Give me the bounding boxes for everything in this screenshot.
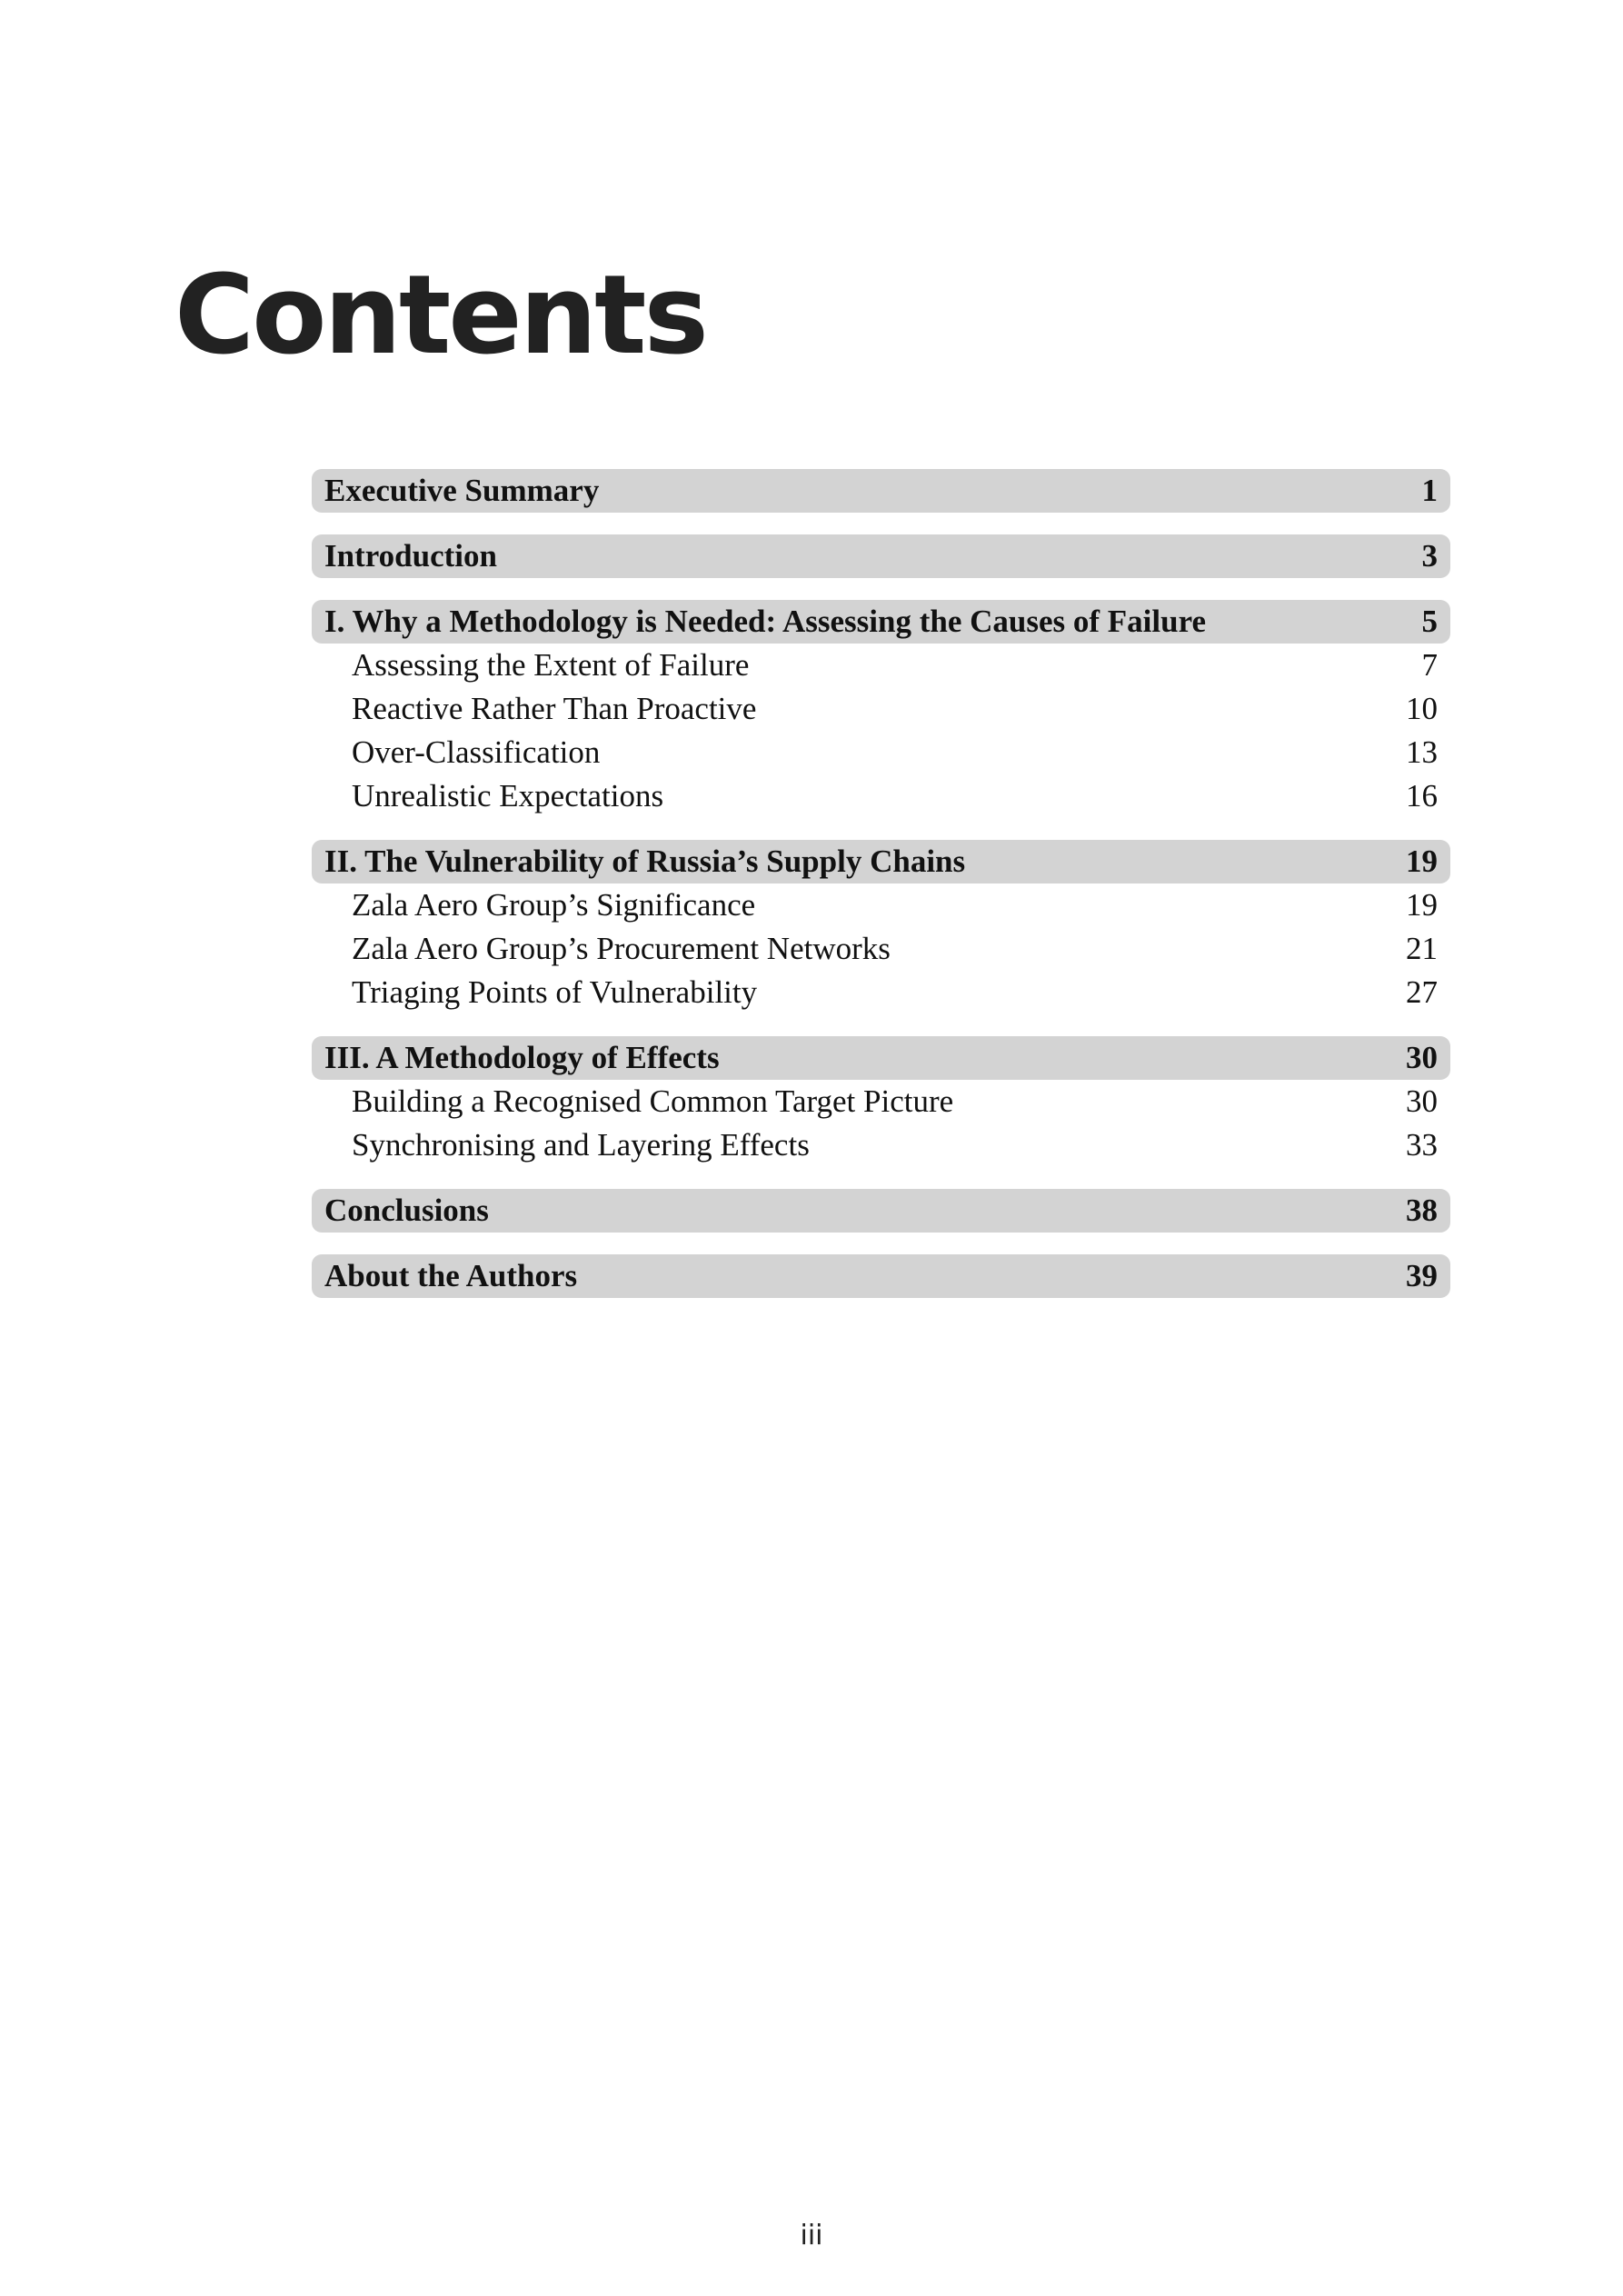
toc-subentry[interactable]	[312, 1080, 1450, 1123]
toc-subentry[interactable]	[312, 774, 1450, 818]
toc-section-executive-summary	[312, 469, 1450, 513]
toc-section-chapter-1	[312, 600, 1450, 818]
toc-entry-page: 3	[1421, 538, 1438, 574]
toc-subentry-title: Triaging Points of Vulnerability	[352, 974, 758, 1010]
toc-entry-page: 19	[1406, 844, 1438, 879]
table-of-contents	[312, 469, 1450, 1320]
toc-entry-chapter-1[interactable]	[312, 600, 1450, 644]
toc-entry-title: III. A Methodology of Effects	[324, 1040, 720, 1075]
toc-section-introduction	[312, 534, 1450, 578]
toc-section-chapter-3	[312, 1036, 1450, 1167]
toc-subentry-page: 7	[1421, 647, 1438, 683]
toc-subentry-title: Assessing the Extent of Failure	[352, 647, 750, 683]
toc-subentry[interactable]	[312, 1123, 1450, 1167]
toc-subentry-page: 21	[1406, 931, 1438, 966]
toc-subentry[interactable]	[312, 687, 1450, 731]
toc-entry-title: I. Why a Methodology is Needed: Assessing the Causes of Failure	[324, 604, 1207, 639]
toc-subentry-page: 27	[1406, 974, 1438, 1010]
toc-subentry-page: 10	[1406, 691, 1438, 726]
toc-entry-executive-summary[interactable]	[312, 469, 1450, 513]
toc-entry-page: 5	[1421, 604, 1438, 639]
toc-entry-title: II. The Vulnerability of Russia’s Supply Chains	[324, 844, 966, 879]
toc-section-chapter-2	[312, 840, 1450, 1014]
toc-subentry-page: 33	[1406, 1127, 1438, 1163]
toc-entry-page: 1	[1421, 473, 1438, 508]
toc-entry-title: Executive Summary	[324, 473, 600, 508]
toc-entry-page: 30	[1406, 1040, 1438, 1075]
toc-entry-title: Conclusions	[324, 1193, 489, 1228]
toc-subentry-page: 13	[1406, 734, 1438, 770]
toc-subentry-page: 16	[1406, 778, 1438, 814]
toc-subentry[interactable]	[312, 927, 1450, 971]
toc-subentry-title: Over-Classification	[352, 734, 601, 770]
toc-subentry[interactable]	[312, 644, 1450, 687]
toc-entry-chapter-3[interactable]	[312, 1036, 1450, 1080]
toc-entry-title: About the Authors	[324, 1258, 578, 1293]
page-number: iii	[800, 2220, 823, 2251]
toc-subentry-title: Building a Recognised Common Target Picture	[352, 1083, 954, 1119]
toc-entry-chapter-2[interactable]	[312, 840, 1450, 883]
toc-section-about-the-authors	[312, 1254, 1450, 1298]
toc-section-conclusions	[312, 1189, 1450, 1233]
toc-entry-page: 38	[1406, 1193, 1438, 1228]
page-title: Contents	[174, 253, 706, 379]
toc-subentry-title: Reactive Rather Than Proactive	[352, 691, 757, 726]
toc-entry-title: Introduction	[324, 538, 497, 574]
toc-entry-introduction[interactable]	[312, 534, 1450, 578]
toc-subentry-title: Unrealistic Expectations	[352, 778, 664, 814]
toc-subentry-title: Zala Aero Group’s Procurement Networks	[352, 931, 891, 966]
toc-subentry[interactable]	[312, 883, 1450, 927]
toc-entry-page: 39	[1406, 1258, 1438, 1293]
toc-subentry[interactable]	[312, 731, 1450, 774]
toc-entry-about-the-authors[interactable]	[312, 1254, 1450, 1298]
toc-subentry-title: Synchronising and Layering Effects	[352, 1127, 810, 1163]
toc-subentry-title: Zala Aero Group’s Significance	[352, 887, 756, 923]
toc-entry-conclusions[interactable]	[312, 1189, 1450, 1233]
toc-subentry-page: 19	[1406, 887, 1438, 923]
toc-subentry[interactable]	[312, 971, 1450, 1014]
toc-subentry-page: 30	[1406, 1083, 1438, 1119]
